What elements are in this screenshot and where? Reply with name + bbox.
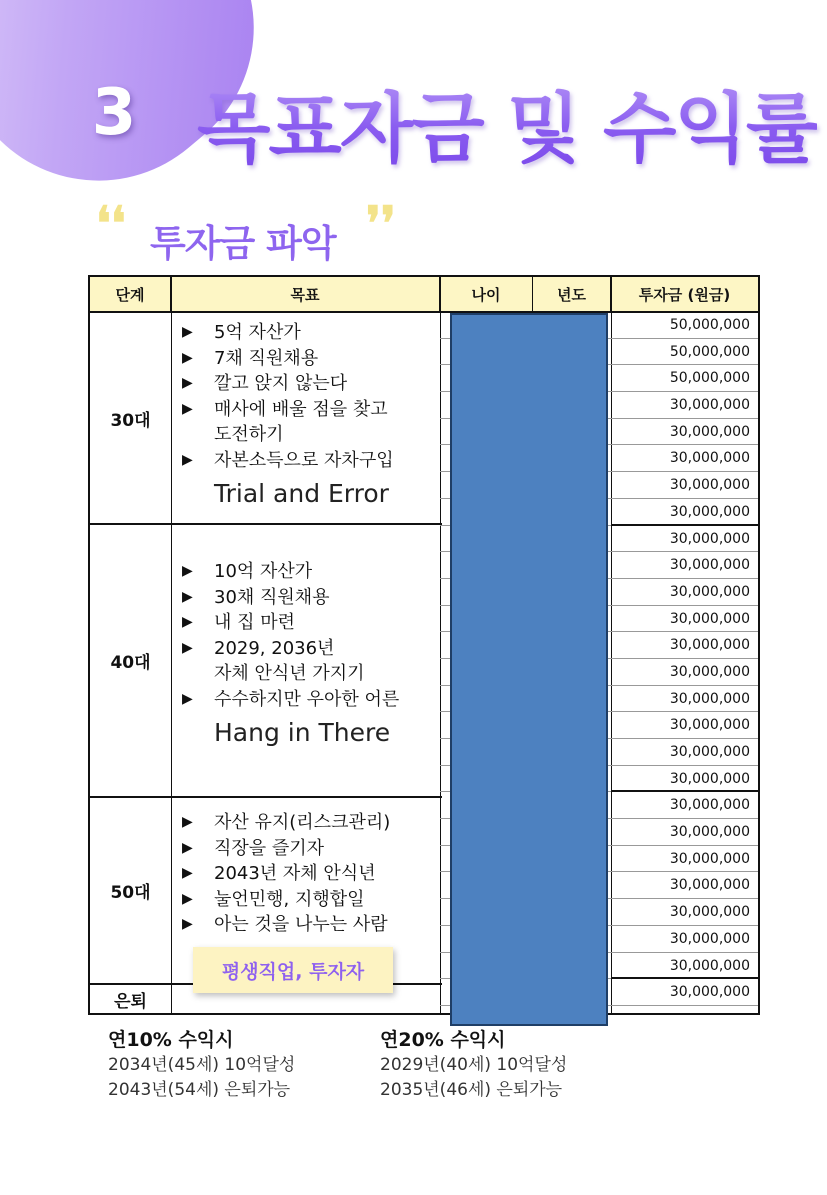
summary-line: 2035년(46세) 은퇴가능 xyxy=(380,1080,563,1100)
stage-40s: 40대 xyxy=(110,653,151,673)
goal-item: ▶ 자산 유지(리스크관리) xyxy=(180,810,440,836)
amount-cell: 30,000,000 xyxy=(611,926,758,953)
amount-cell: 30,000,000 xyxy=(611,953,758,980)
summary-heading: 연10% 수익시 xyxy=(108,1029,234,1051)
amount-cell: 30,000,000 xyxy=(611,526,758,553)
bullet-icon: ▶ xyxy=(182,400,193,417)
bullet-icon: ▶ xyxy=(182,690,193,707)
motto-40s: Hang in There xyxy=(214,718,391,747)
amount-cell: 30,000,000 xyxy=(611,499,758,526)
amount-cell: 30,000,000 xyxy=(611,766,758,793)
bullet-icon: ▶ xyxy=(182,349,193,366)
motto-30s: Trial and Error xyxy=(214,479,389,508)
goal-item: ▶ 눌언민행, 지행합일 xyxy=(180,887,440,913)
bullet-icon: ▶ xyxy=(182,588,193,605)
quote-open-icon: ❛❛ xyxy=(96,196,126,250)
goal-item: ▶ 직장을 즐기자 xyxy=(180,836,440,862)
summary-line: 2043년(54세) 은퇴가능 xyxy=(108,1080,291,1100)
amount-cell: 30,000,000 xyxy=(611,632,758,659)
amount-cell: 30,000,000 xyxy=(611,872,758,899)
goals-40s xyxy=(180,559,440,746)
amount-cell: 50,000,000 xyxy=(611,312,758,339)
goal-item: ▶ 10억 자산가 xyxy=(180,559,440,585)
amount-cell: 30,000,000 xyxy=(611,392,758,419)
amount-column xyxy=(611,312,758,1006)
goal-item: ▶ 30채 직원채용 xyxy=(180,585,440,611)
section-subtitle: 투자금 파악 xyxy=(150,222,336,265)
goal-item: ▶ 2029, 2036년 xyxy=(180,636,440,662)
goal-item: ▶ 수수하지만 우아한 어른 xyxy=(180,687,440,713)
goal-item: ▶ 내 집 마련 xyxy=(180,610,440,636)
amount-cell: 30,000,000 xyxy=(611,819,758,846)
amount-cell: 30,000,000 xyxy=(611,606,758,633)
bullet-icon: ▶ xyxy=(182,639,193,656)
bullet-icon: ▶ xyxy=(182,814,193,830)
header-amount: 투자금 (원금) xyxy=(611,277,758,312)
page-title: 목표자금 및 수익률 xyxy=(197,68,817,177)
summary-10-percent xyxy=(108,1028,295,1103)
amount-cell: 30,000,000 xyxy=(611,552,758,579)
column-divider xyxy=(171,277,172,1013)
bullet-icon: ▶ xyxy=(182,916,193,932)
goal-item: ▶ 7채 직원채용 xyxy=(180,346,440,372)
goals-30s xyxy=(180,320,440,507)
header-stage: 단계 xyxy=(90,277,171,312)
header-goal: 목표 xyxy=(171,277,440,312)
bullet-icon: ▶ xyxy=(182,324,193,340)
amount-cell: 30,000,000 xyxy=(611,445,758,472)
summary-heading: 연20% 수익시 xyxy=(380,1029,506,1051)
amount-cell: 30,000,000 xyxy=(611,739,758,766)
header-age: 나이 xyxy=(440,277,533,312)
section-number: 3 xyxy=(91,76,137,150)
goal-item: ▶ 2043년 자체 안식년 xyxy=(180,861,440,887)
amount-cell: 30,000,000 xyxy=(611,472,758,499)
goal-item: ▶ 5억 자산가 xyxy=(180,320,440,346)
amount-cell: 30,000,000 xyxy=(611,846,758,873)
amount-cell: 30,000,000 xyxy=(611,792,758,819)
stage-30s: 30대 xyxy=(110,411,151,431)
stage-retire: 은퇴 xyxy=(114,991,147,1012)
goal-item-continuation: 자체 안식년 가지기 xyxy=(214,663,365,684)
bullet-icon: ▶ xyxy=(182,563,193,579)
amount-cell: 30,000,000 xyxy=(611,579,758,606)
bullet-icon: ▶ xyxy=(182,451,193,468)
summary-line: 2029년(40세) 10억달성 xyxy=(380,1055,568,1075)
goal-item: ▶ 자본소득으로 자차구입 xyxy=(180,448,440,474)
amount-cell: 30,000,000 xyxy=(611,419,758,446)
bullet-icon: ▶ xyxy=(182,839,193,856)
summary-20-percent xyxy=(380,1028,567,1103)
stage-50s: 50대 xyxy=(110,883,151,903)
bullet-icon: ▶ xyxy=(182,865,193,881)
bullet-icon: ▶ xyxy=(182,890,193,907)
amount-cell: 50,000,000 xyxy=(611,365,758,392)
goal-item-continuation: 도전하기 xyxy=(214,424,284,445)
header-year: 년도 xyxy=(533,277,611,312)
amount-cell: 50,000,000 xyxy=(611,339,758,366)
summary-line: 2034년(45세) 10억달성 xyxy=(108,1055,296,1075)
amount-cell: 30,000,000 xyxy=(611,979,758,1006)
amount-cell: 30,000,000 xyxy=(611,659,758,686)
quote-close-icon: ❜❜ xyxy=(366,196,396,250)
amount-cell: 30,000,000 xyxy=(611,686,758,713)
bullet-icon: ▶ xyxy=(182,375,193,391)
goals-50s xyxy=(180,810,440,938)
goal-item: ▶ 깔고 앉지 않는다 xyxy=(180,371,440,397)
bullet-icon: ▶ xyxy=(182,614,193,630)
goal-item: ▶ 매사에 배울 점을 찾고 xyxy=(180,397,440,423)
investment-table xyxy=(88,275,760,1015)
amount-cell: 30,000,000 xyxy=(611,899,758,926)
lifetime-job-badge: 평생직업, 투자자 xyxy=(193,947,393,993)
redacted-age-year-block xyxy=(450,313,608,1026)
goal-item: ▶ 아는 것을 나누는 사람 xyxy=(180,912,440,938)
amount-cell: 30,000,000 xyxy=(611,712,758,739)
